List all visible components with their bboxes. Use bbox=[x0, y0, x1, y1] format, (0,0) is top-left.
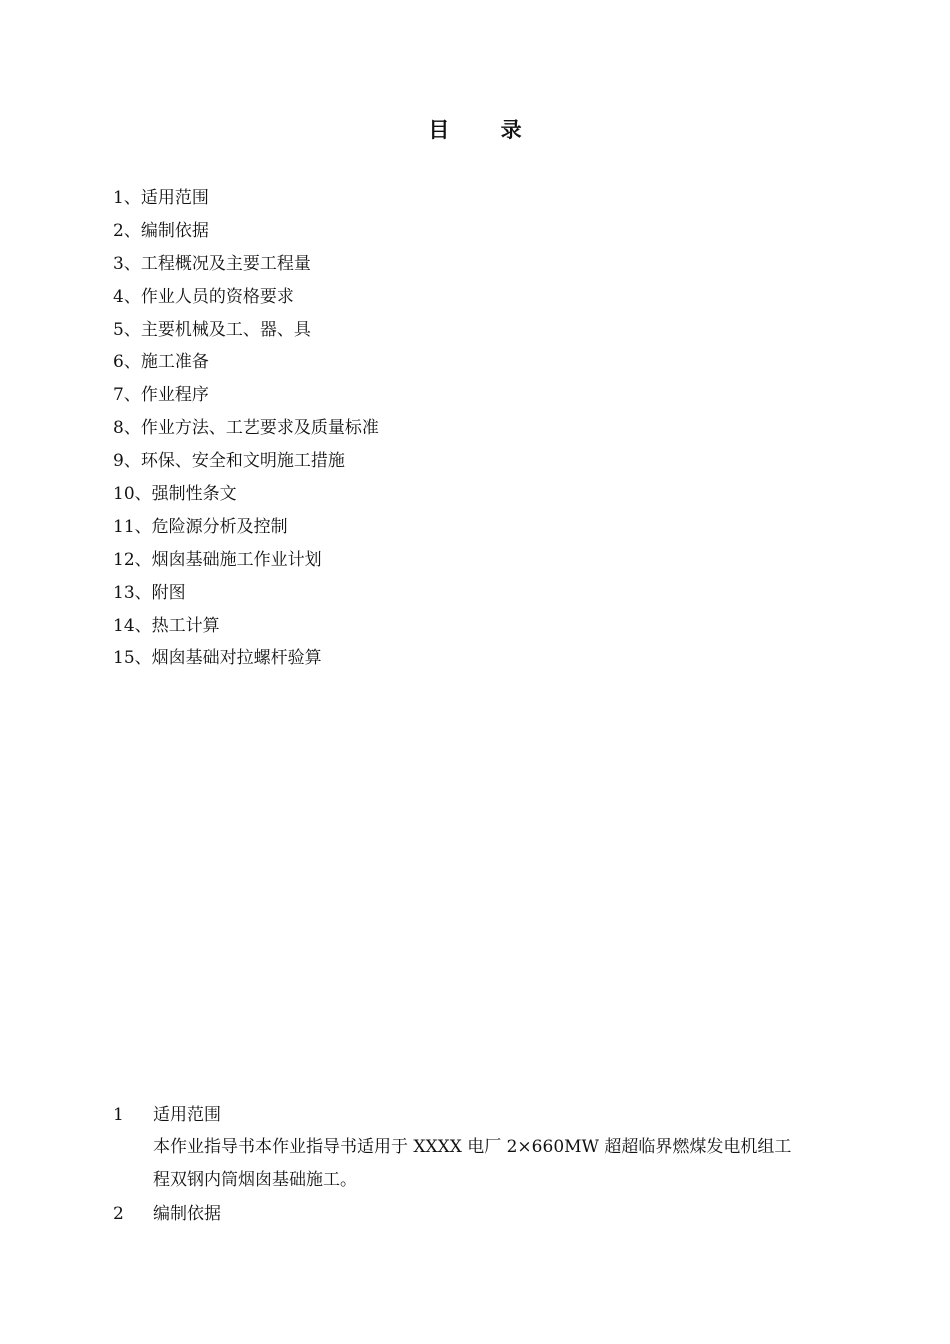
toc-item: 1、适用范围 bbox=[113, 188, 209, 208]
toc-item: 12、烟囱基础施工作业计划 bbox=[113, 549, 322, 570]
toc-item: 5、主要机械及工、器、具 bbox=[113, 319, 311, 340]
body-line: 本作业指导书本作业指导书适用于 XXXX 电厂 2×660MW 超超临界燃煤发电机组工 bbox=[153, 1137, 792, 1157]
toc-item: 2、编制依据 bbox=[113, 220, 209, 241]
body-line: 程双钢内筒烟囱基础施工。 bbox=[153, 1170, 357, 1190]
toc-item: 4、作业人员的资格要求 bbox=[113, 286, 294, 307]
section-title: 适用范围 bbox=[153, 1105, 221, 1125]
toc-title: 目 录 bbox=[428, 117, 544, 142]
toc-item: 14、热工计算 bbox=[113, 615, 220, 636]
section-body bbox=[113, 1131, 843, 1197]
toc-item: 11、危险源分析及控制 bbox=[113, 516, 288, 537]
toc-item: 8、作业方法、工艺要求及质量标准 bbox=[113, 418, 379, 439]
toc-item: 3、工程概况及主要工程量 bbox=[113, 253, 311, 274]
toc-list bbox=[113, 182, 379, 675]
toc-item: 9、环保、安全和文明施工措施 bbox=[113, 451, 345, 472]
section-heading bbox=[113, 1099, 853, 1131]
toc-item: 10、强制性条文 bbox=[113, 484, 237, 505]
toc-item: 13、附图 bbox=[113, 582, 186, 603]
section-title: 编制依据 bbox=[153, 1204, 221, 1224]
toc-item: 6、施工准备 bbox=[113, 352, 209, 373]
section-heading bbox=[113, 1198, 853, 1230]
section-basis bbox=[113, 1198, 853, 1230]
toc-item: 7、作业程序 bbox=[113, 385, 209, 406]
section-number: 2 bbox=[113, 1204, 124, 1224]
section-number: 1 bbox=[113, 1105, 124, 1125]
toc-item: 15、烟囱基础对拉螺杆验算 bbox=[113, 648, 322, 669]
section-scope bbox=[113, 1099, 853, 1197]
